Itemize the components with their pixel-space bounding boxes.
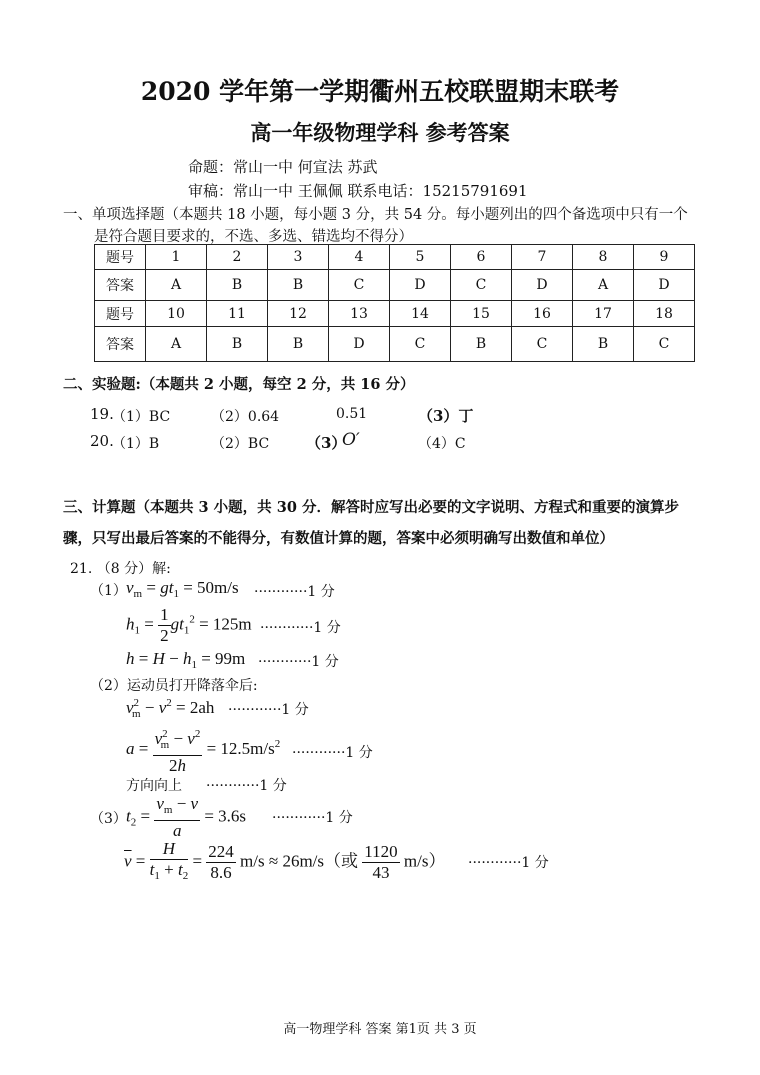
equation-t2: $t_2$ = $\frac{v_m - v}{a}$ = 3.6s — [126, 794, 247, 840]
table-cell: C — [512, 327, 573, 362]
score-mark: ············1 分 — [228, 702, 309, 718]
q19-part2b: 0.51 — [336, 406, 368, 422]
table-cell: 6 — [451, 245, 512, 270]
review-line: 审稿：常山一中 王佩佩 联系电话：15215791691 — [188, 182, 528, 200]
table-cell: 13 — [329, 301, 390, 327]
table-cell: B — [268, 270, 329, 301]
table-cell: D — [329, 327, 390, 362]
table-cell: D — [634, 270, 695, 301]
q20-part1: （1）B — [112, 436, 160, 452]
section3-heading-cont: 骤，只写出最后答案的不能得分，有数值计算的题，答案中必须明确写出数值和单位） — [63, 530, 614, 547]
table-cell: 5 — [390, 245, 451, 270]
table-cell: B — [451, 327, 512, 362]
equation-vm: $v_m = gt_1 = 50m/s$ — [126, 578, 239, 600]
table-cell: 2 — [207, 245, 268, 270]
table-cell: 3 — [268, 245, 329, 270]
direction-text: 方向向上 — [126, 778, 182, 794]
q19-part3: （3）丁 — [418, 407, 474, 425]
section1-heading-cont: 是符合题目要求的，不选、多选、错选均不得分） — [94, 229, 413, 245]
table-cell: 10 — [146, 301, 207, 327]
table-cell: 9 — [634, 245, 695, 270]
equation-average-velocity: $\overline{v}$ = $\frac{H}{t_1 + t_2}$ = $\frac{224}{8.6}$ m/s ≈ 26m/s（或 $\frac{1120}{43}$ m/s） — [124, 839, 446, 882]
table-row — [95, 301, 695, 327]
table-cell: 1 — [146, 245, 207, 270]
equation-acceleration: a = $\frac{v^2_m - v^2}{2h}$ = $12.5m/s^2$ — [126, 724, 280, 776]
q20-number: 20. — [90, 432, 114, 450]
page-title: 2020 学年第一学期衢州五校联盟期末联考 — [140, 77, 620, 106]
table-cell: C — [451, 270, 512, 301]
row-label: 题号 — [95, 245, 146, 270]
score-mark: ············1 分 — [254, 584, 335, 600]
section1-heading: 一、单项选择题（本题共 18 小题，每小题 3 分，共 54 分。每小题列出的四个备选项中只有一个 — [63, 207, 688, 223]
row-label: 答案 — [95, 270, 146, 301]
q20-part2: （2）BC — [211, 436, 270, 452]
equation-velocity-squared: $v^2_m - v^2 = 2ah$ — [126, 697, 215, 720]
score-mark: ············1 分 — [468, 855, 549, 871]
equation-h: $h = H - h_1 = 99m$ — [126, 649, 246, 671]
table-row — [95, 327, 695, 362]
table-cell: 17 — [573, 301, 634, 327]
score-mark: ············1 分 — [292, 745, 373, 761]
table-cell: C — [634, 327, 695, 362]
table-cell: C — [329, 270, 390, 301]
table-cell: C — [390, 327, 451, 362]
part1-label: （1） — [90, 583, 127, 599]
table-cell: B — [573, 327, 634, 362]
q19-number: 19. — [90, 405, 114, 423]
table-cell: 16 — [512, 301, 573, 327]
table-cell: B — [268, 327, 329, 362]
table-cell: 11 — [207, 301, 268, 327]
part3-label: （3） — [90, 811, 127, 827]
table-cell: D — [390, 270, 451, 301]
section2-heading: 二、实验题:（本题共 2 小题，每空 2 分，共 16 分） — [63, 376, 415, 393]
table-cell: B — [207, 270, 268, 301]
score-mark: ············1 分 — [258, 654, 339, 670]
table-cell: 7 — [512, 245, 573, 270]
row-label: 答案 — [95, 327, 146, 362]
table-cell: 15 — [451, 301, 512, 327]
score-mark: ············1 分 — [260, 620, 341, 636]
q21-heading: 21. （8 分）解: — [70, 561, 171, 577]
page-footer: 高一物理学科 答案 第1页 共 3 页 — [283, 1022, 477, 1037]
part2-label: （2）运动员打开降落伞后: — [90, 678, 258, 694]
section3-heading: 三、计算题（本题共 3 小题，共 30 分．解答时应写出必要的文字说明、方程式和重要的演算步 — [63, 499, 679, 516]
table-cell: 14 — [390, 301, 451, 327]
table-cell: 8 — [573, 245, 634, 270]
q20-part3-label: （3） — [306, 434, 347, 452]
table-row — [95, 245, 695, 270]
q19-part2: （2）0.64 — [211, 409, 280, 425]
page-subtitle: 高一年级物理学科 参考答案 — [250, 120, 510, 145]
row-label: 题号 — [95, 301, 146, 327]
q20-part3-value: O′ — [342, 430, 360, 450]
score-mark: ············1 分 — [272, 810, 353, 826]
table-cell: B — [207, 327, 268, 362]
q19-part1: （1）BC — [112, 409, 171, 425]
table-row — [95, 270, 695, 301]
answer-table — [94, 244, 695, 362]
equation-h1: $h_1$ = $\frac{1}{2}$ $gt_1^2 = 125m$ — [126, 605, 252, 645]
score-mark: ············1 分 — [206, 778, 287, 794]
table-cell: 18 — [634, 301, 695, 327]
author-line: 命题：常山一中 何宣法 苏武 — [188, 158, 378, 176]
q20-part4: （4）C — [418, 436, 466, 452]
table-cell: 12 — [268, 301, 329, 327]
table-cell: D — [512, 270, 573, 301]
table-cell: A — [146, 327, 207, 362]
table-cell: A — [146, 270, 207, 301]
table-cell: A — [573, 270, 634, 301]
table-cell: 4 — [329, 245, 390, 270]
